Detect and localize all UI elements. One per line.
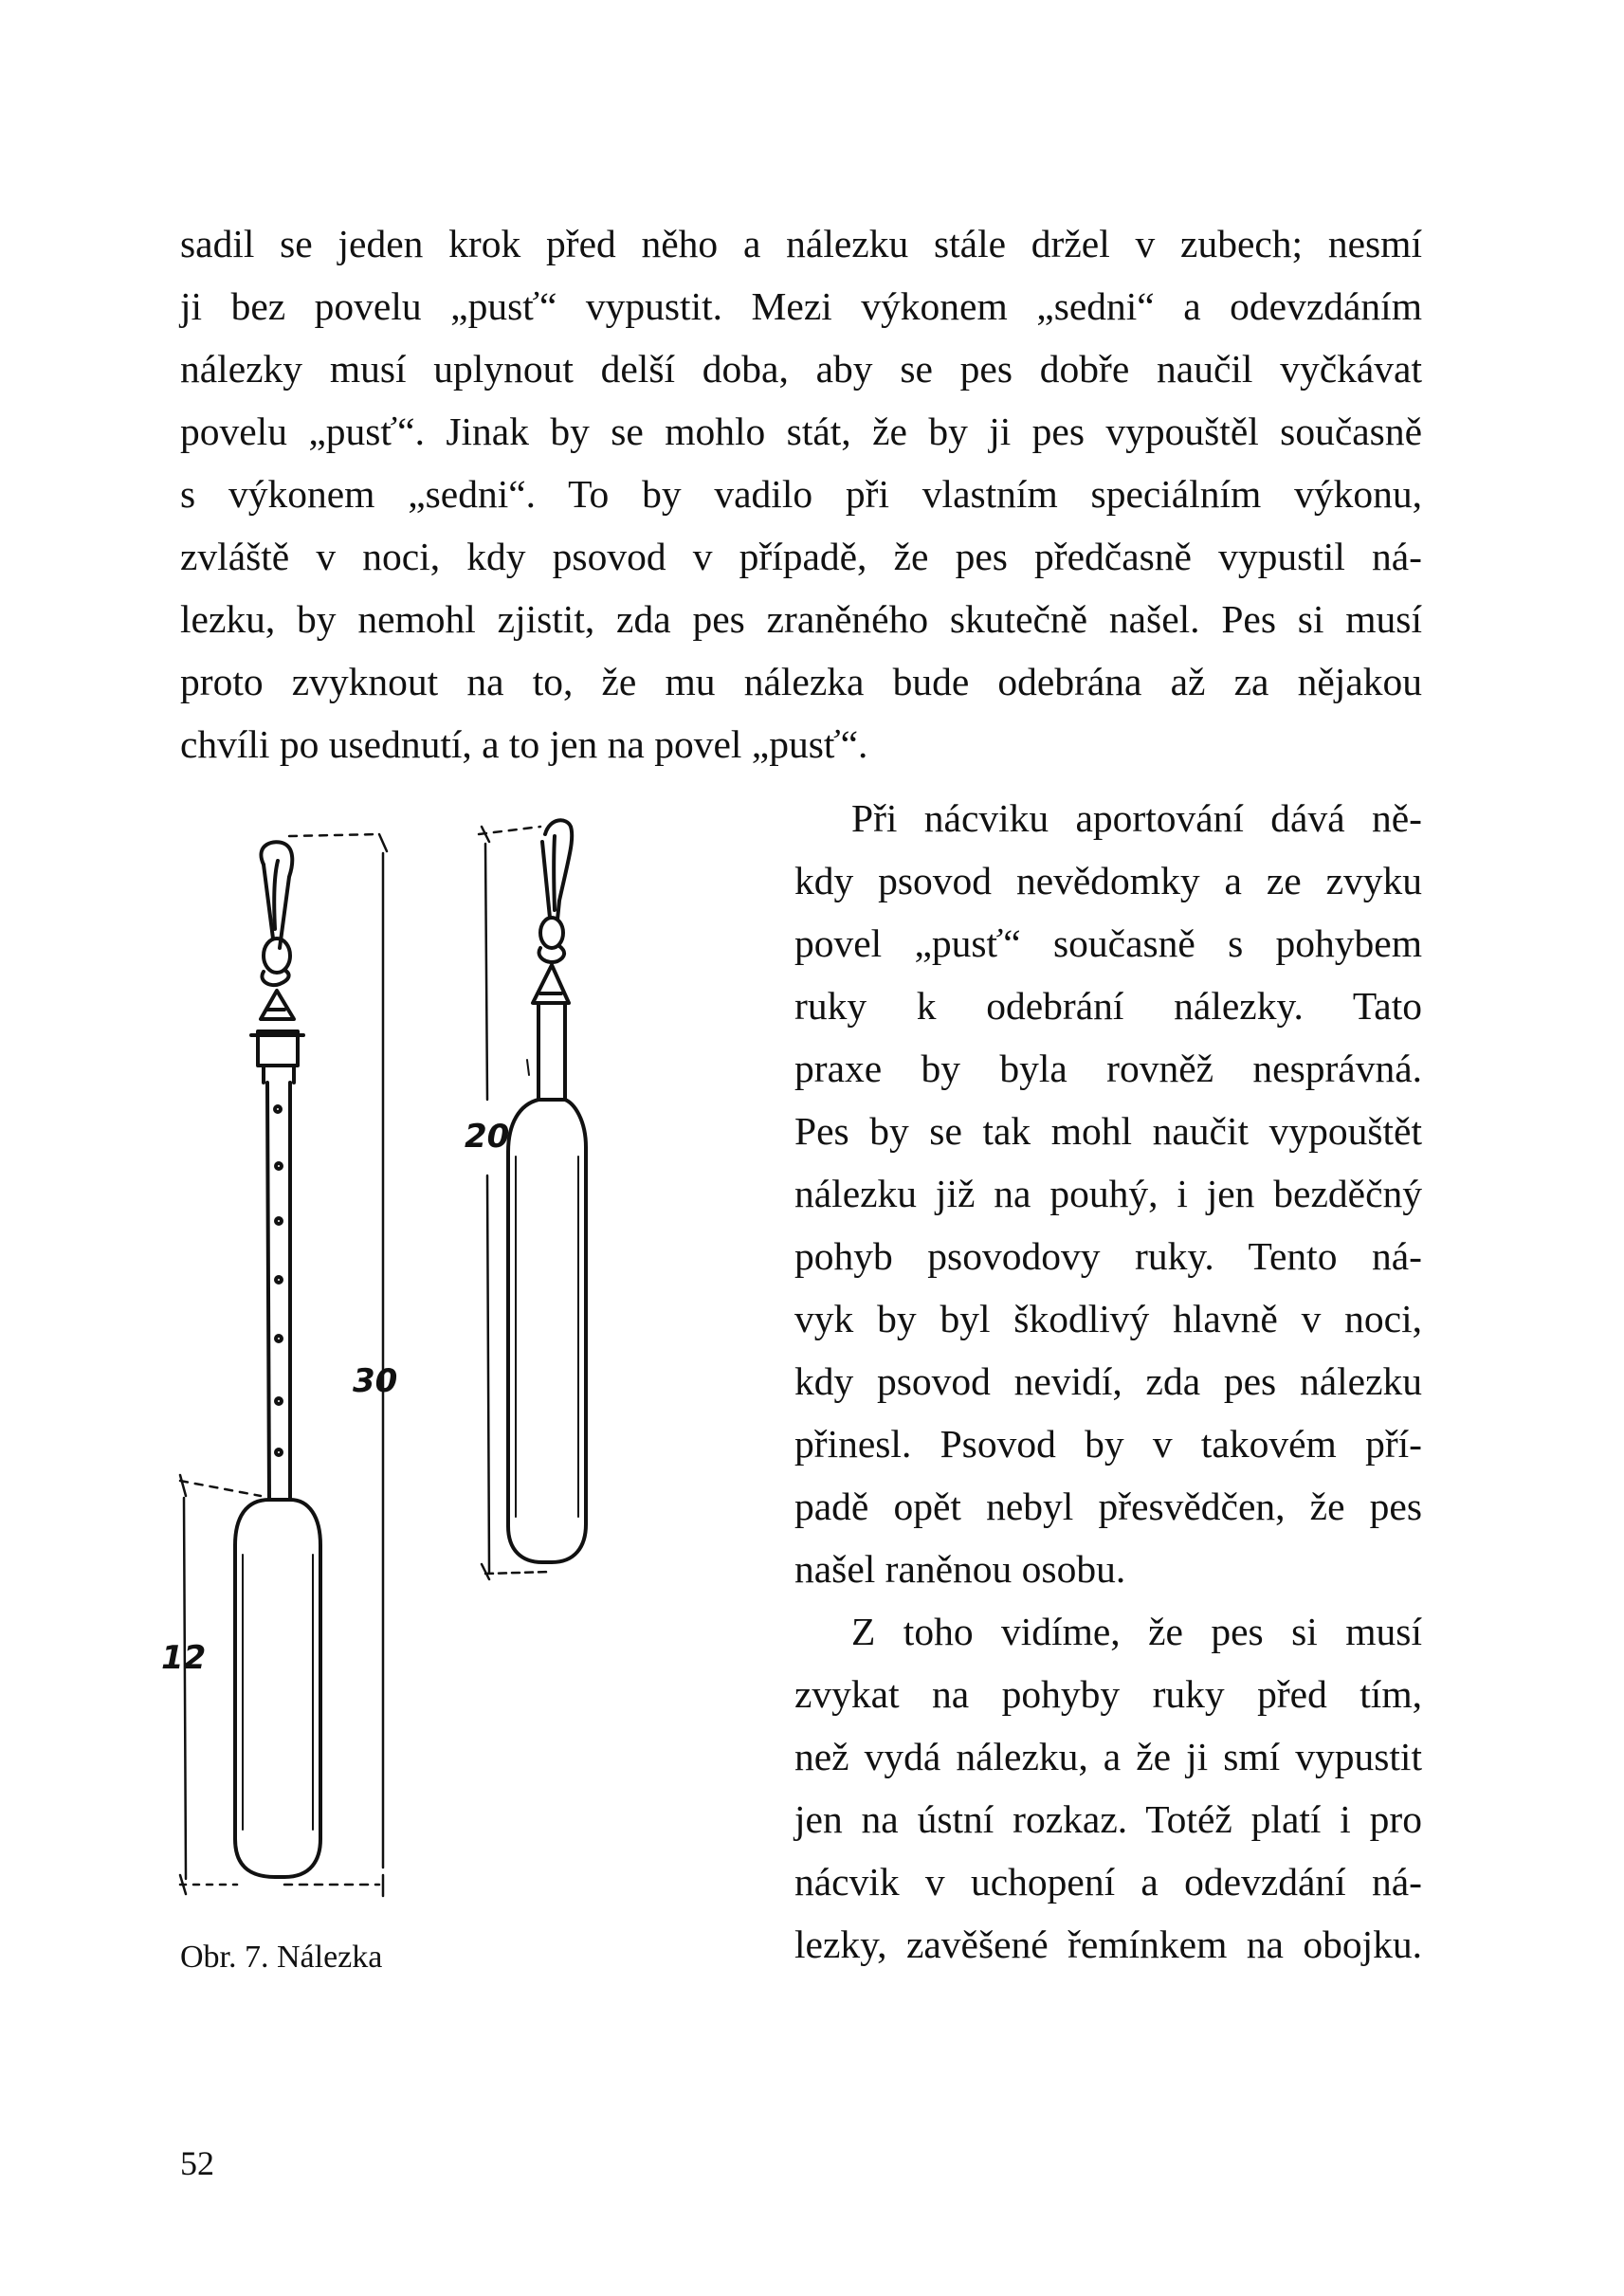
right-dimension-lines	[479, 827, 550, 1579]
text-line: Pes by se tak mohl naučit vypouštět	[794, 1109, 1422, 1153]
text-line: vyk by byl škodlivý hlavně v noci,	[794, 1297, 1422, 1340]
text-line: než vydá nálezku, a že ji smí vypustit	[794, 1735, 1422, 1778]
text-line: lezky, zavěšené řemínkem na obojku.	[794, 1922, 1422, 1966]
page-number: 52	[180, 2144, 214, 2182]
text-line: našel raněnou osobu.	[794, 1547, 1126, 1591]
text-line: nálezku již na pouhý, i jen bezděčný	[794, 1172, 1422, 1215]
main-paragraph	[180, 212, 1422, 775]
figure-nalezka	[152, 815, 721, 1905]
text-line: povelu „pusť“. Jinak by se mohlo stát, že by ji pes vypouštěl současně	[180, 410, 1422, 453]
text-line: kdy psovod nevědomky a ze zvyku	[794, 859, 1422, 902]
text-line: ruky k odebrání nálezky. Tato	[794, 984, 1422, 1028]
text-line: proto zvyknout na to, že mu nálezka bude odebrána až za nějakou	[180, 660, 1422, 703]
text-line: kdy psovod nevidí, zda pes nálezku	[794, 1359, 1422, 1403]
text-line: Z toho vidíme, že pes si musí	[851, 1610, 1422, 1653]
text-line: chvíli po usednutí, a to jen na povel „pusť“.	[180, 722, 868, 766]
text-line: nálezky musí uplynout delší doba, aby se pes dobře naučil vyčkávat	[180, 347, 1422, 391]
text-line: jen na ústní rozkaz. Totéž platí i pro	[794, 1797, 1422, 1841]
right-nalezka-illustration	[508, 820, 586, 1562]
text-line: nácvik v uchopení a odevzdání ná-	[794, 1860, 1422, 1904]
text-line: přinesl. Psovod by v takovém pří-	[794, 1422, 1422, 1466]
text-line: praxe by byla rovněž nesprávná.	[794, 1047, 1422, 1090]
text-line: pohyb psovodovy ruky. Tento ná-	[794, 1234, 1422, 1278]
nalezka-drawing	[152, 815, 721, 1905]
text-line: povel „pusť“ současně s pohybem	[794, 921, 1422, 965]
text-line: ji bez povelu „pusť“ vypustit. Mezi výkonem „sedni“ a odevzdáním	[180, 284, 1422, 328]
dimension-label-30: 30	[353, 1362, 398, 1400]
right-column-text	[794, 787, 1422, 1976]
dimension-label-12: 12	[161, 1639, 207, 1677]
text-line: zvykat na pohyby ruky před tím,	[794, 1672, 1422, 1716]
dimension-label-20: 20	[465, 1118, 510, 1156]
text-line: lezku, by nemohl zjistit, zda pes zraněného skutečně našel. Pes si musí	[180, 597, 1422, 641]
text-line: sadil se jeden krok před něho a nálezku stále držel v zubech; nesmí	[180, 222, 1422, 265]
text-line: s výkonem „sedni“. To by vadilo při vlastním speciálním výkonu,	[180, 472, 1422, 516]
text-line: zvláště v noci, kdy psovod v případě, že pes předčasně vypustil ná-	[180, 535, 1422, 578]
text-line: Při nácviku aportování dává ně-	[851, 796, 1422, 840]
left-nalezka-illustration	[235, 842, 320, 1877]
figure-caption: Obr. 7. Nálezka	[180, 1940, 383, 1975]
text-line: padě opět nebyl přesvědčen, že pes	[794, 1485, 1422, 1528]
